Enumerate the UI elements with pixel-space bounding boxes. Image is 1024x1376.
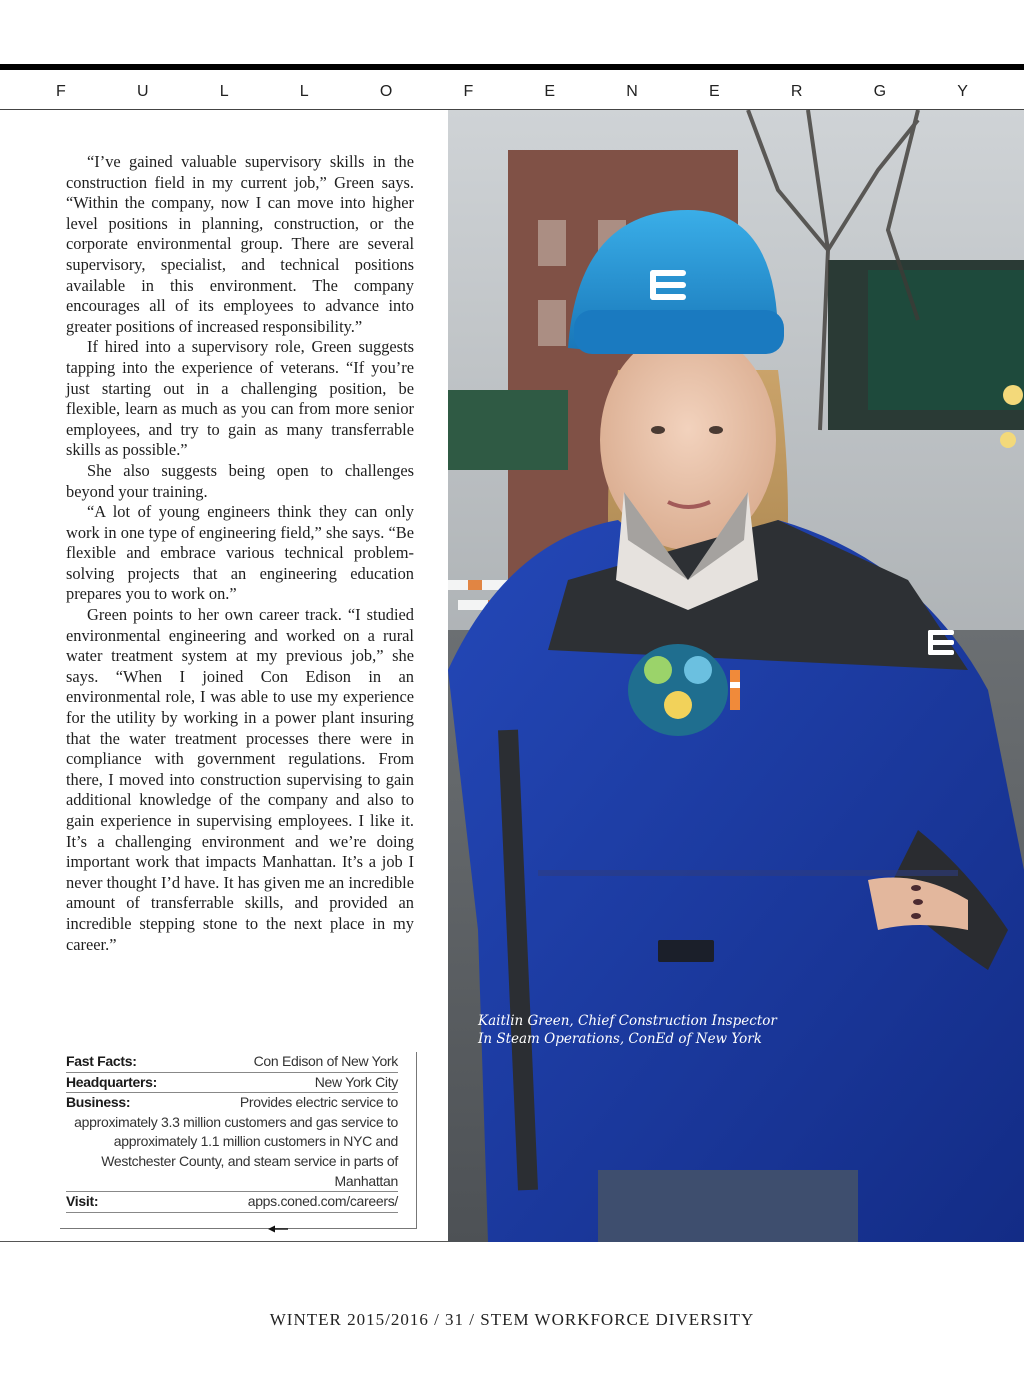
- jacket-tag: [658, 940, 714, 962]
- photo-caption: [478, 1012, 798, 1048]
- arrow-left-icon: [268, 1224, 288, 1234]
- article-body: [66, 152, 414, 955]
- header-letter: L: [219, 83, 229, 100]
- coned-logo-icon: [650, 270, 686, 300]
- article-paragraph: “A lot of young engineers think they can only work in one type of engineering field,” she says. “Be flexible and embrace various technical problem-solving projects that an engineering education prepares you to work on.”: [66, 502, 414, 604]
- company-name: Con Edison of New York: [253, 1053, 398, 1069]
- header-letter: F: [463, 83, 474, 100]
- bottom-rule: [0, 1241, 448, 1242]
- fast-facts-row: [66, 1052, 398, 1073]
- header-letter: E: [544, 83, 556, 100]
- header-letter: O: [379, 83, 393, 100]
- business-row: [66, 1093, 398, 1192]
- header-letter: Y: [957, 83, 968, 100]
- header-letter: L: [299, 83, 309, 100]
- article-paragraph: She also suggests being open to challenges beyond your training.: [66, 460, 414, 501]
- business-value-line1: Provides electric service to: [239, 1094, 398, 1111]
- fast-facts-label: Fast Facts:: [66, 1053, 137, 1069]
- page-footer: WINTER 2015/2016 / 31 / STEM WORKFORCE DIVERSITY: [269, 1310, 755, 1329]
- article-paragraph: “I’ve gained valuable supervisory skills in the construction field in my current job,” Green says. “Within the company, now I can move into higher level positions in planning, construction, or the corporate environmental group. There are several supervisory, specialist, and technical positions available in this environment. The company encourages all of its employees to advance into greater positions of increased responsibility.”: [66, 152, 414, 336]
- business-value: approximately 3.3 million customers and gas service to approximately 1.1 million customers in NYC and Westchester County, and steam service in parts of Manhattan: [74, 1113, 398, 1189]
- visit-row: [66, 1192, 398, 1213]
- headquarters-row: [66, 1073, 398, 1094]
- header-letter: U: [136, 83, 149, 100]
- fast-facts-box: [60, 1052, 417, 1229]
- headquarters-value: New York City: [314, 1073, 398, 1090]
- header-letter: N: [626, 83, 638, 100]
- visit-link[interactable]: apps.coned.com/careers/: [247, 1193, 398, 1210]
- top-rule: [0, 64, 1024, 70]
- article-paragraph: If hired into a supervisory role, Green suggests tapping into the experience of veterans. “If you’re just starting out in a challenging position, be flexible, learn as much as you can from more senior employees, and try to gain as many transferrable skills as possible.”: [66, 337, 414, 460]
- visit-label: Visit:: [66, 1193, 99, 1210]
- header-letter: R: [790, 83, 803, 100]
- caption-line: In Steam Operations, ConEd of New York: [478, 1031, 762, 1047]
- headquarters-label: Headquarters:: [66, 1073, 158, 1090]
- header-letter: G: [873, 83, 887, 100]
- running-header: [56, 80, 968, 104]
- business-label: Business:: [66, 1094, 131, 1111]
- coned-sleeve-logo-icon: [928, 630, 954, 655]
- caption-line: Kaitlin Green, Chief Construction Inspector: [478, 1013, 777, 1029]
- portrait-photo: [448, 110, 1024, 1242]
- article-paragraph: Green points to her own career track. “I studied environmental engineering and worked on a rural water treatment system at my previous job,” she says. “When I joined Con Edison in an environmental role, I was able to use my experience for the utility by working in a power plant insuring that the water treatment processes there were in compliance with government regulations. From there, I moved into construction supervising to gain additional knowledge of the company and also to gain experience in supervising employees. I like it. It’s a challenging environment and we’re doing important work that impacts Manhattan. It’s a job I never thought I’d have. It has given me an incredible amount of transferrable skills, and provided an incredible stepping stone to the next place in my career.”: [66, 605, 414, 954]
- header-letter: E: [709, 83, 720, 100]
- header-letter: F: [56, 83, 66, 100]
